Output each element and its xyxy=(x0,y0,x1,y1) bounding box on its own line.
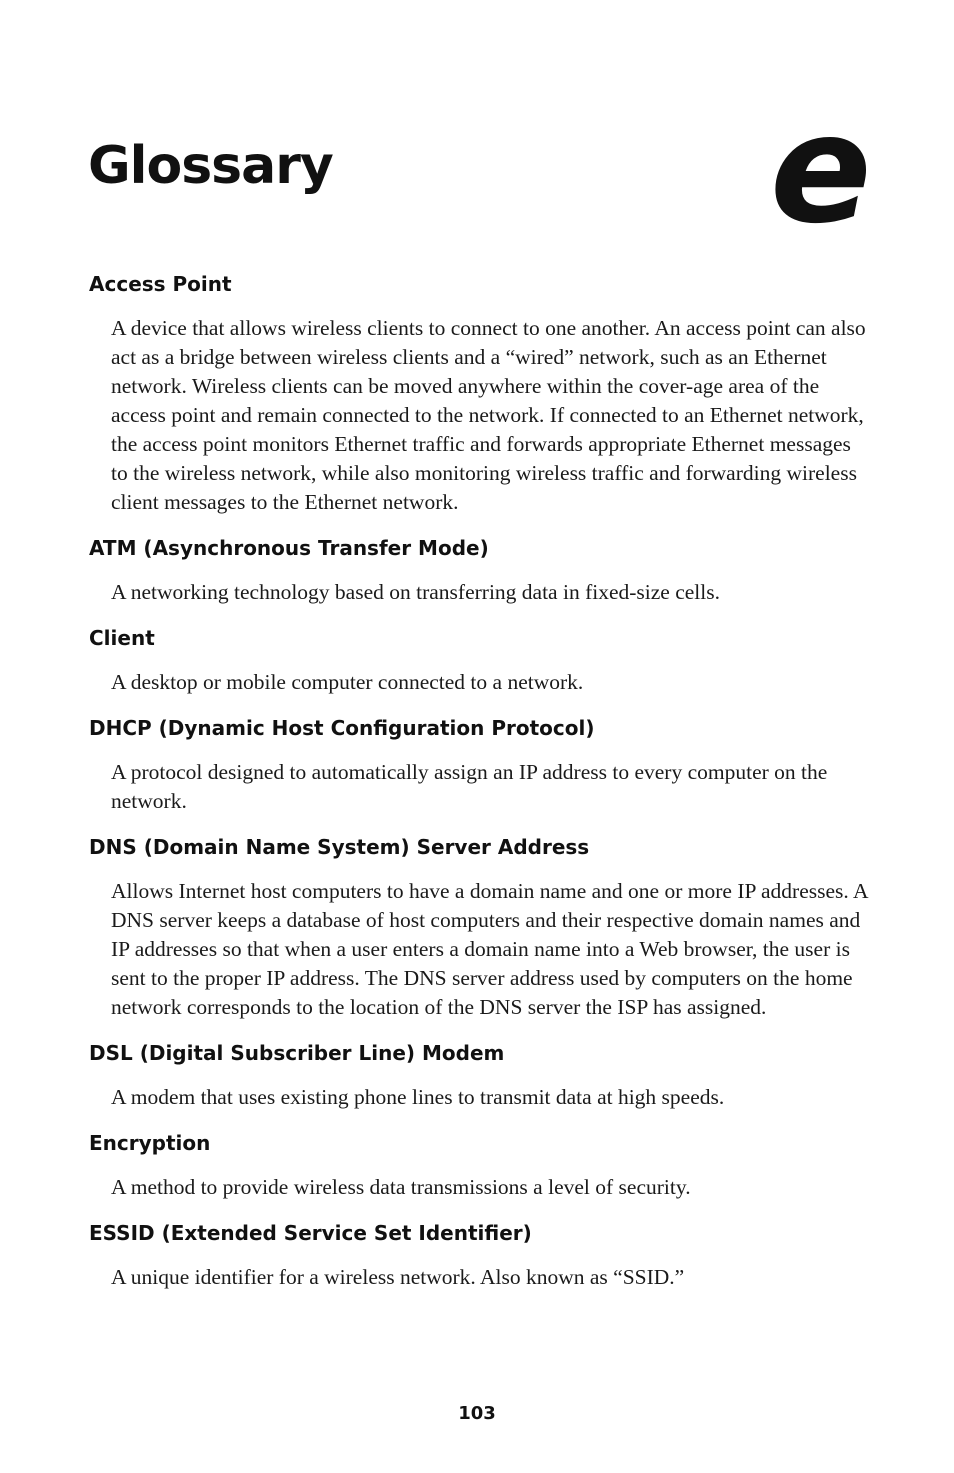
glossary-definition: A networking technology based on transferring data in fixed-size cells. xyxy=(111,580,720,604)
glossary-entry-atm xyxy=(89,532,869,607)
glossary-definition: A protocol designed to automatically assign an IP address to every computer on the network. xyxy=(111,760,828,813)
glossary-term: DHCP (Dynamic Host Configuration Protocol) xyxy=(89,716,595,740)
glossary-term: Encryption xyxy=(89,1131,211,1155)
glossary-term: ATM (Asynchronous Transfer Mode) xyxy=(89,536,489,560)
glossary-entry-dsl xyxy=(89,1037,869,1112)
glossary-definition: Allows Internet host computers to have a domain name and one or more IP addresses. A DNS server keeps a database of host computers and their respective domain names and IP addresses so that when a user enters a domain name into a Web browser, the user is sent to the proper IP address. The DNS server address used by computers on the home network corresponds to the location of the DNS server the ISP has assigned. xyxy=(111,879,868,1019)
glossary-entry-client xyxy=(89,622,869,697)
page-title: Glossary xyxy=(88,136,333,196)
glossary-term: DNS (Domain Name System) Server Address xyxy=(89,835,590,859)
glossary-term: ESSID (Extended Service Set Identifier) xyxy=(89,1221,532,1245)
glossary-entry-encryption xyxy=(89,1127,869,1202)
glossary-definition: A method to provide wireless data transmissions a level of security. xyxy=(111,1175,691,1199)
glossary-entry-dhcp xyxy=(89,712,869,816)
glossary-entry-essid xyxy=(89,1217,869,1292)
page-number: 103 xyxy=(458,1403,496,1424)
glossary-definition: A device that allows wireless clients to connect to one another. An access point can also act as a bridge between wireless clients and a “wired” network, such as an Ethernet network. Wireless clients can be moved anywhere within the cover-age area of the access point and remain connected to the network. If connected to an Ethernet network, the access point monitors Ethernet traffic and forwards appropriate Ethernet messages to the wireless network, while also monitoring wireless traffic and forwarding wireless client messages to the Ethernet network. xyxy=(111,316,866,514)
glossary-term: Access Point xyxy=(89,272,232,296)
glossary-term: Client xyxy=(89,626,155,650)
glossary-definition: A unique identifier for a wireless network. Also known as “SSID.” xyxy=(111,1265,685,1289)
glossary-entry-access-point xyxy=(89,268,869,517)
glossary-list xyxy=(89,268,869,1307)
glossary-definition: A desktop or mobile computer connected to a network. xyxy=(111,670,584,694)
glossary-entry-dns xyxy=(89,831,869,1022)
glossary-definition: A modem that uses existing phone lines to transmit data at high speeds. xyxy=(111,1085,725,1109)
glossary-term: DSL (Digital Subscriber Line) Modem xyxy=(89,1041,505,1065)
appendix-letter: e xyxy=(770,83,872,257)
